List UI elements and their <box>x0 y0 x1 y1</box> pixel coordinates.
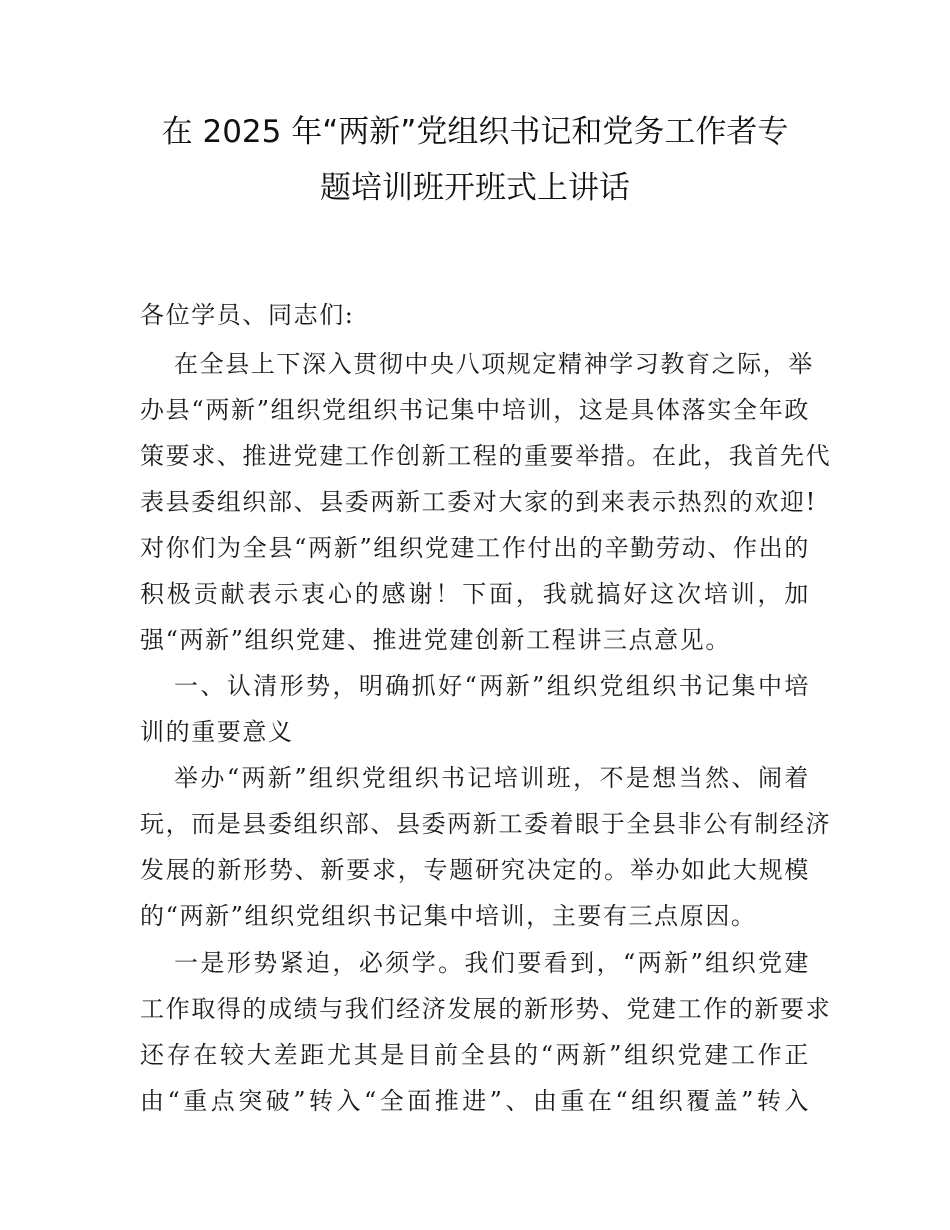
salutation: 各位学员、同志们: <box>140 301 355 329</box>
paragraph-1-line-6: 积极贡献表示衷心的感谢！下面，我就搞好这次培训，加 <box>140 580 810 608</box>
paragraph-4-line-4: 由“重点突破”转入“全面推进”、由重在“组织覆盖”转入 <box>140 1087 810 1115</box>
section-heading-1-line-1: 一、认清形势，明确抓好“两新”组织党组织书记集中培 <box>174 672 810 700</box>
paragraph-1-line-7: 强“两新”组织党建、推进党建创新工程讲三点意见。 <box>140 626 731 654</box>
document-title <box>100 104 850 216</box>
paragraph-1-line-1: 在全县上下深入贯彻中央八项规定精神学习教育之际，举 <box>174 350 814 378</box>
paragraph-1-line-4: 表县委组织部、县委两新工委对大家的到来表示热烈的欢迎! <box>140 488 817 516</box>
paragraph-3-line-1: 举办“两新”组织党组织书记培训班，不是想当然、闹着 <box>174 764 810 792</box>
paragraph-3-line-4: 的“两新”组织党组织书记集中培训，主要有三点原因。 <box>140 902 757 930</box>
paragraph-1-line-2: 办县“两新”组织党组织书记集中培训，这是具体落实全年政 <box>140 396 810 424</box>
paragraph-1-line-3: 策要求、推进党建工作创新工程的重要举措。在此，我首先代 <box>140 442 832 470</box>
section-heading-1-line-2: 训的重要意义 <box>140 718 294 746</box>
title-line-2: 题培训班开班式上讲话 <box>320 170 630 206</box>
paragraph-3-line-3: 发展的新形势、新要求，专题研究决定的。举办如此大规模 <box>140 856 810 884</box>
paragraph-4-line-2: 工作取得的成绩与我们经济发展的新形势、党建工作的新要求 <box>140 995 832 1023</box>
paragraph-1-line-5: 对你们为全县“两新”组织党建工作付出的辛勤劳动、作出的 <box>140 534 810 562</box>
paragraph-3-line-2: 玩，而是县委组织部、县委两新工委着眼于全县非公有制经济 <box>140 810 832 838</box>
paragraph-4-line-1: 一是形势紧迫，必须学。我们要看到，“两新”组织党建 <box>174 949 810 977</box>
paragraph-4-line-3: 还存在较大差距尤其是目前全县的“两新”组织党建工作正 <box>140 1041 810 1069</box>
title-line-1: 在 2025 年“两新”党组织书记和党务工作者专 <box>161 114 789 150</box>
